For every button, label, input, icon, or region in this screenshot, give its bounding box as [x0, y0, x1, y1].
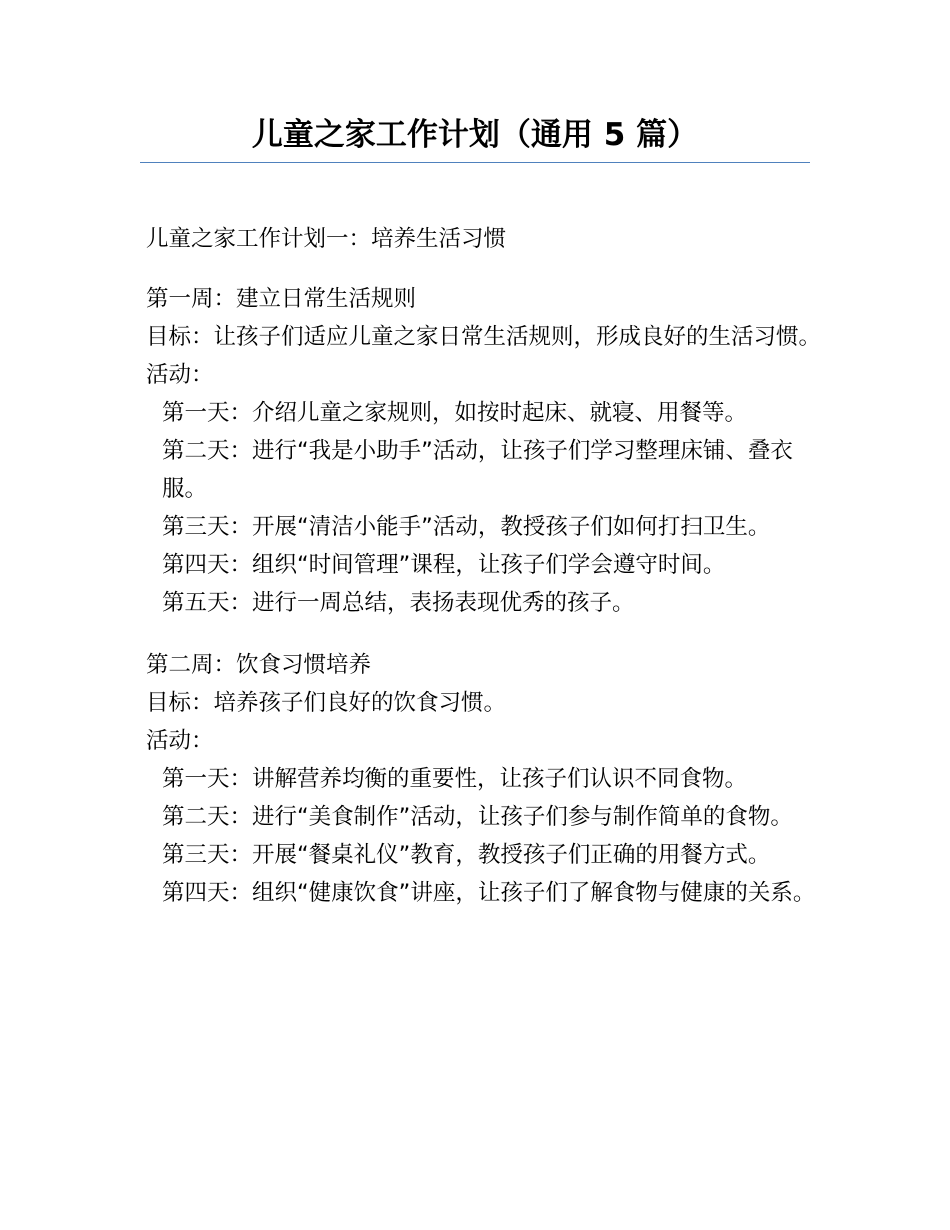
- spacer: [140, 622, 830, 646]
- week-heading: 第二周：饮食习惯培养: [146, 652, 372, 678]
- day-item: 第二天：进行“美食制作”活动，让孩子们参与制作简单的食物。: [162, 804, 793, 830]
- activities-label: 活动：: [146, 728, 214, 754]
- document-title: 儿童之家工作计划（通用 5 篇）: [251, 117, 699, 153]
- week-heading: 第一周：建立日常生活规则: [146, 286, 417, 312]
- day-item: 第一天：讲解营养均衡的重要性，让孩子们认识不同食物。: [162, 766, 748, 792]
- spacer: [140, 258, 830, 280]
- week-section: [140, 646, 830, 912]
- day-item: 第四天：组织“健康饮食”讲座，让孩子们了解食物与健康的关系。: [162, 880, 816, 906]
- activities-label: 活动：: [146, 362, 214, 388]
- week-section: [140, 280, 830, 622]
- day-item: 第三天：开展“餐桌礼仪”教育，教授孩子们正确的用餐方式。: [162, 842, 771, 868]
- week-goal: 目标：让孩子们适应儿童之家日常生活规则，形成良好的生活习惯。: [146, 324, 822, 350]
- document-body: [140, 220, 830, 912]
- day-item: 第四天：组织“时间管理”课程，让孩子们学会遵守时间。: [162, 552, 726, 578]
- day-item: 第一天：介绍儿童之家规则，如按时起床、就寝、用餐等。: [162, 400, 748, 426]
- title-underline: [140, 162, 810, 163]
- day-item: 第五天：进行一周总结，表扬表现优秀的孩子。: [162, 590, 635, 616]
- day-item: 第二天：进行“我是小助手”活动，让孩子们学习整理床铺、叠衣服。: [162, 438, 793, 502]
- day-item: 第三天：开展“清洁小能手”活动，教授孩子们如何打扫卫生。: [162, 514, 771, 540]
- plan-heading: 儿童之家工作计划一：培养生活习惯: [146, 226, 507, 252]
- week-goal: 目标：培养孩子们良好的饮食习惯。: [146, 690, 507, 716]
